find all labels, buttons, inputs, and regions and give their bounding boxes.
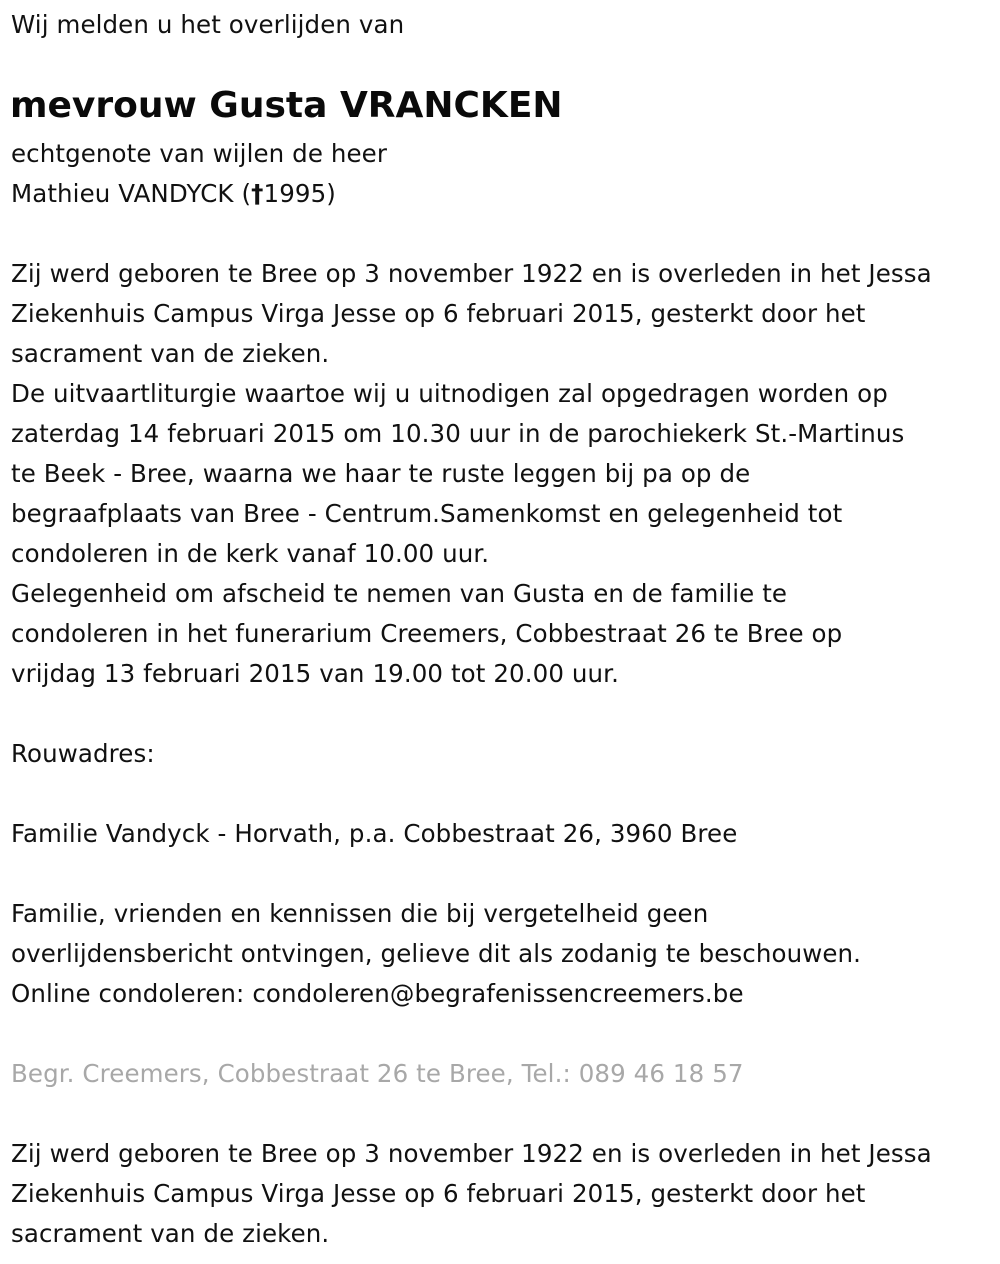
notice-paragraph-line: overlijdensbericht ontvingen, gelieve dit als zodanig te beschouwen. [11, 939, 862, 968]
notice-paragraph-line: Familie, vrienden en kennissen die bij vergetelheid geen [11, 899, 709, 928]
spouse-name: Mathieu VANDYCK ( [11, 179, 252, 208]
funeral-paragraph-line: condoleren in de kerk vanaf 10.00 uur. [11, 539, 490, 568]
mourning-address-label: Rouwadres: [11, 739, 155, 768]
birth-death-paragraph-repeat-line: Ziekenhuis Campus Virga Jesse op 6 februari 2015, gesterkt door het [11, 1179, 866, 1208]
online-condolence-label: Online condoleren: [11, 979, 253, 1008]
birth-death-paragraph-line: Ziekenhuis Campus Virga Jesse op 6 februari 2015, gesterkt door het [11, 299, 866, 328]
funeral-paragraph-line: zaterdag 14 februari 2015 om 10.30 uur in de parochiekerk St.-Martinus [11, 419, 905, 448]
birth-death-paragraph-line: sacrament van de zieken. [11, 339, 330, 368]
spouse-death-year: 1995) [263, 179, 336, 208]
online-condolence-line [11, 974, 744, 1014]
farewell-paragraph-line: vrijdag 13 februari 2015 van 19.00 tot 20.00 uur. [11, 659, 619, 688]
spouse-name-line [11, 174, 336, 214]
birth-death-paragraph-line: Zij werd geboren te Bree op 3 november 1922 en is overleden in het Jessa [11, 259, 932, 288]
condolence-email-link[interactable]: condoleren@begrafenissencreemers.be [252, 979, 744, 1008]
spouse-relation-text: echtgenote van wijlen de heer [11, 139, 388, 168]
farewell-paragraph-line: Gelegenheid om afscheid te nemen van Gusta en de familie te [11, 579, 788, 608]
undertaker-contact: Begr. Creemers, Cobbestraat 26 te Bree, Tel.: 089 46 18 57 [11, 1059, 744, 1088]
cross-icon: † [251, 179, 264, 208]
farewell-paragraph-line: condoleren in het funerarium Creemers, Cobbestraat 26 te Bree op [11, 619, 843, 648]
funeral-paragraph-line: begraafplaats van Bree - Centrum.Samenkomst en gelegenheid tot [11, 499, 843, 528]
funeral-paragraph-line: De uitvaartliturgie waartoe wij u uitnodigen zal opgedragen worden op [11, 379, 888, 408]
birth-death-paragraph-repeat-line: sacrament van de zieken. [11, 1219, 330, 1248]
deceased-name-heading: mevrouw Gusta VRANCKEN [10, 85, 563, 126]
birth-death-paragraph-repeat-line: Zij werd geboren te Bree op 3 november 1922 en is overleden in het Jessa [11, 1139, 932, 1168]
mourning-address: Familie Vandyck - Horvath, p.a. Cobbestraat 26, 3960 Bree [11, 819, 738, 848]
intro-text: Wij melden u het overlijden van [11, 10, 405, 39]
funeral-paragraph-line: te Beek - Bree, waarna we haar te ruste leggen bij pa op de [11, 459, 751, 488]
